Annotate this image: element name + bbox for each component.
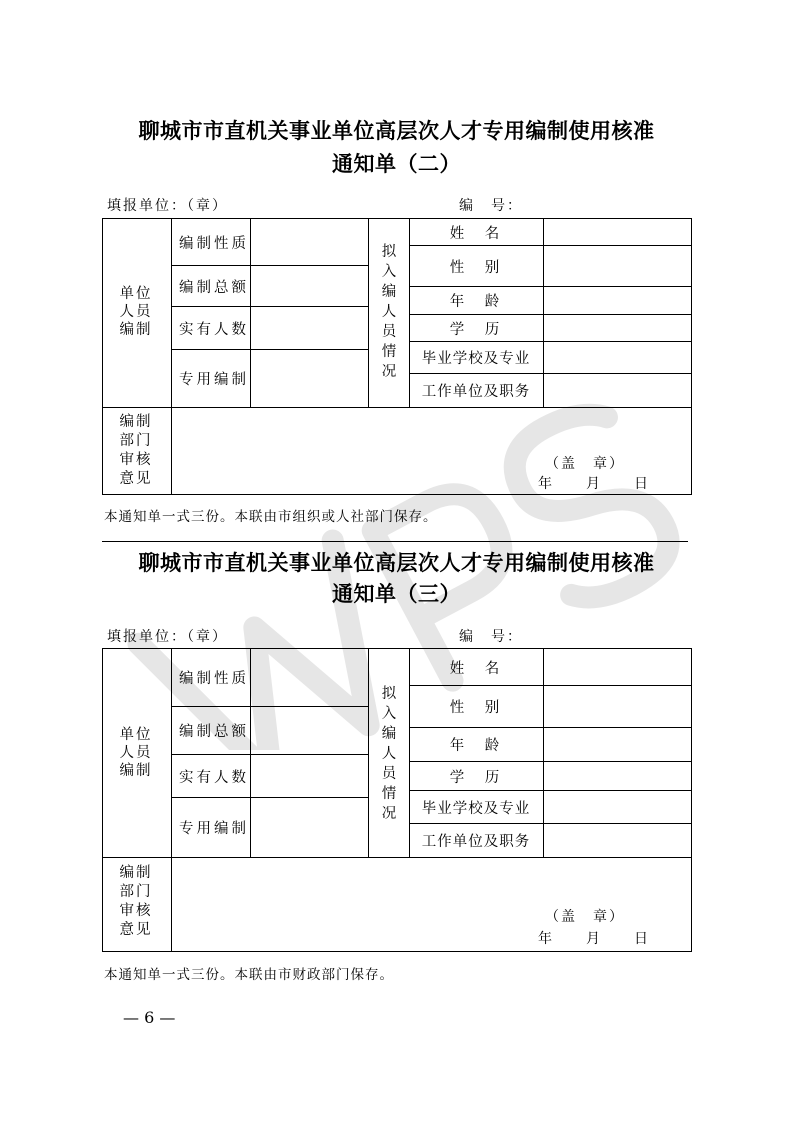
form3-note: 本通知单一式三份。本联由市财政部门保存。 [104,967,394,983]
form3-fill-unit: 填报单位：（章） [107,629,228,645]
form2-review-label: 编制部门审核意见 [119,414,153,487]
form2-person-row-gender: 性 别 [449,259,503,276]
form2-section-person: 拟入编人员情况 [381,244,397,380]
form3-unit-row-actual: 实有人数 [179,769,249,786]
form2-person-row-education: 学 历 [449,321,503,338]
form3-unit-row-total: 编制总额 [179,724,249,740]
form3-person-row-name: 姓 名 [449,660,503,677]
form2-person-row-work: 工作单位及职务 [421,384,531,400]
form2-unit-row-actual: 实有人数 [179,321,249,338]
form3-unit-row-special: 专用编制 [179,821,249,837]
form2-title-line2: 通知单（二） [332,152,461,176]
form3-person-row-work: 工作单位及职务 [421,834,531,850]
form2-person-row-school: 毕业学校及专业 [421,351,531,367]
form3-date: 年 月 日 [538,931,650,947]
form2-number-label: 编 号： [459,198,523,214]
form2-unit-row-total: 编制总额 [179,279,249,296]
form2-unit-row-nature: 编制性质 [179,235,249,252]
form2-fill-unit: 填报单位：（章） [107,198,228,214]
form2-stamp: （盖 章） [545,456,625,472]
form2-section-unit: 单位人员编制 [119,286,153,338]
form3-person-row-gender: 性 别 [449,700,503,716]
section-divider [102,541,688,542]
form2-person-row-age: 年 龄 [449,294,503,310]
form2-note: 本通知单一式三份。本联由市组织或人社部门保存。 [104,509,438,525]
form3-review-label: 编制部门审核意见 [119,865,153,938]
form3-title-line2: 通知单（三） [332,582,461,606]
form2-title-line1: 聊城市市直机关事业单位高层次人才专用编制使用核准 [138,119,655,143]
form3-person-row-age: 年 龄 [449,738,503,754]
form2-date: 年 月 日 [538,476,650,492]
form2-unit-row-special: 专用编制 [179,372,249,388]
form3-stamp: （盖 章） [545,909,625,925]
form3-title-line1: 聊城市市直机关事业单位高层次人才专用编制使用核准 [138,551,655,575]
form3-unit-row-nature: 编制性质 [179,671,249,687]
form3-person-row-school: 毕业学校及专业 [421,800,531,817]
form3-number-label: 编 号： [459,629,523,645]
page-number: — 6 — [123,1008,176,1027]
form3-person-row-education: 学 历 [449,769,503,786]
form3-section-unit: 单位人员编制 [119,727,153,779]
form2-person-row-name: 姓 名 [449,225,503,242]
form3-section-person: 拟入编人员情况 [381,686,397,822]
